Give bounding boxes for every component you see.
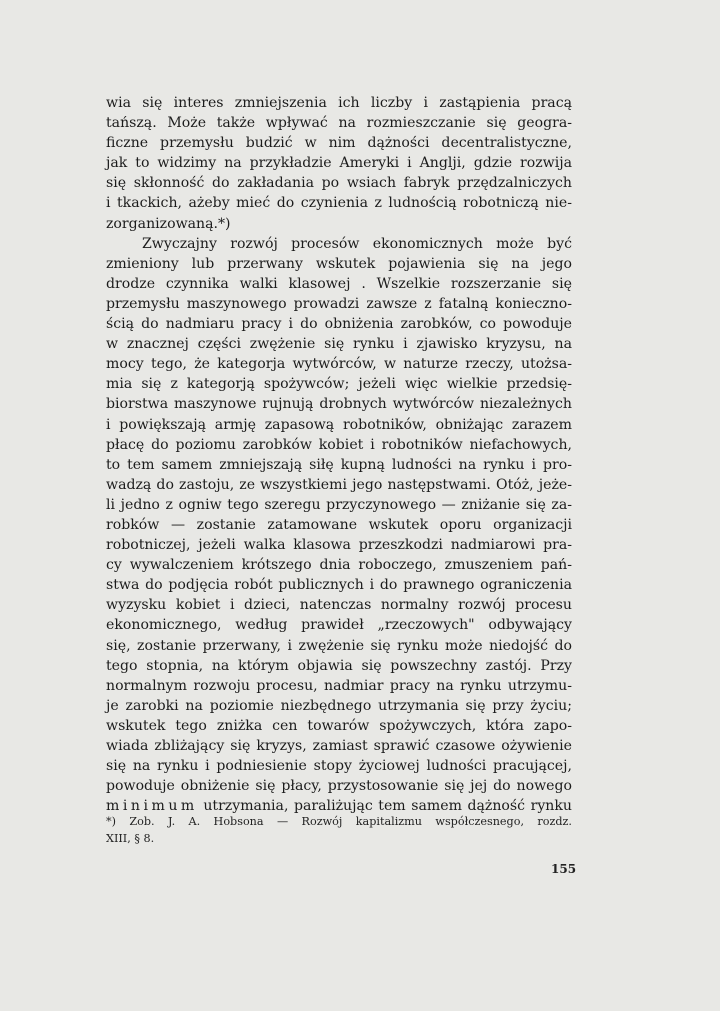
page-number: 155 [551, 862, 577, 876]
text-line: ścią do nadmiaru pracy i do obniżenia zarobków, co powoduje [106, 316, 572, 333]
text-line: drodze czynnika walki klasowej . Wszelkie rozszerzanie się [106, 275, 572, 292]
text-line: i tkackich, ażeby mieć do czynienia z ludnością robotniczą nie- [106, 195, 572, 212]
text-line: stwa do podjęcia robót publicznych i do prawnego ograniczenia [106, 577, 572, 594]
text-line: płacę do poziomu zarobków kobiet i robotników niefachowych, [106, 436, 572, 453]
spaced-word: minimum [106, 798, 198, 815]
text-line: zorganizowaną.*) [106, 215, 231, 232]
footnote-line: *) Zob. J. A. Hobsona — Rozwój kapitalizmu współczesnego, rozdz. [106, 815, 572, 828]
text-line: tańszą. Może także wpływać na rozmieszczanie się geogra- [106, 115, 572, 132]
text-line: li jedno z ogniw tego szeregu przyczynowego — zniżanie się za- [106, 496, 572, 513]
text-line: Zwyczajny rozwój procesów ekonomicznych może być [142, 235, 572, 252]
text-line: mocy tego, że kategorja wytwórców, w naturze rzeczy, utożsa- [106, 356, 572, 373]
text-line: powoduje obniżenie się płacy, przystosowanie się jej do nowego [106, 778, 572, 795]
text-line: w znacznej części zwężenie się rynku i zjawisko kryzysu, na [106, 336, 572, 353]
text-line: wadzą do zastoju, ze wszystkiemi jego następstwami. Otóż, jeże- [106, 476, 572, 493]
text-line: wskutek tego zniżka cen towarów spożywczych, która zapo- [106, 717, 572, 734]
text-line: robotniczej, jeżeli walka klasowa przeszkodzi nadmiarowi pra- [106, 537, 572, 554]
main-text [106, 93, 572, 816]
text-line: wyzysku kobiet i dzieci, natenczas normalny rozwój procesu [106, 597, 572, 614]
text-line: wiada zbliżający się kryzys, zamiast sprawić czasowe ożywienie [106, 738, 572, 754]
text-line: robków — zostanie zatamowane wskutek oporu organizacji [106, 516, 572, 533]
paragraph-2 [106, 234, 572, 817]
text-line: zmieniony lub przerwany wskutek pojawienia się na jego [106, 255, 572, 272]
text-line: się skłonność do zakładania po wsiach fabryk przędzalniczych [106, 175, 572, 192]
text-line: przemysłu maszynowego prowadzi zawsze z fatalną konieczno- [106, 295, 572, 312]
text-line: się, zostanie przerwany, i zwężenie się rynku może niedojść do [106, 637, 572, 654]
text-line-rest: utrzymania, paraliżując tem samem dążność rynku [197, 798, 572, 815]
text-line: ekonomicznego, według prawideł „rzeczowych" odbywający [106, 617, 572, 634]
text-line: mia się z kategorją spożywców; jeżeli więc wielkie przedsię- [106, 376, 572, 393]
text-line: to tem samem zmniejszają siłę kupną ludności na rynku i pro- [106, 456, 572, 473]
text-line: jak to widzimy na przykładzie Ameryki i Anglji, gdzie rozwija [106, 155, 572, 172]
text-line: tego stopnia, na którym objawia się powszechny zastój. Przy [106, 657, 572, 674]
text-line: wia się interes zmniejszenia ich liczby i zastąpienia pracą [106, 95, 572, 111]
text-line: cy wywalczeniem krótszego dnia roboczego, zmuszeniem pań- [106, 557, 572, 574]
text-line: normalnym rozwoju procesu, nadmiar pracy na rynku utrzymu- [106, 677, 572, 694]
paragraph-1 [106, 93, 572, 234]
footnote-line: XIII, § 8. [106, 832, 155, 845]
footnote [106, 813, 572, 847]
text-line: biorstwa maszynowe rujnują drobnych wytwórców niezależnych [106, 396, 572, 413]
text-line: je zarobki na poziomie niezbędnego utrzymania się przy życiu; [106, 697, 572, 714]
text-line: ficzne przemysłu budzić w nim dążności decentralistyczne, [106, 135, 572, 152]
text-line: i powiększają armję zapasową robotników, obniżając zarazem [106, 416, 572, 433]
text-line: się na rynku i podniesienie stopy życiowej ludności pracującej, [106, 758, 572, 775]
